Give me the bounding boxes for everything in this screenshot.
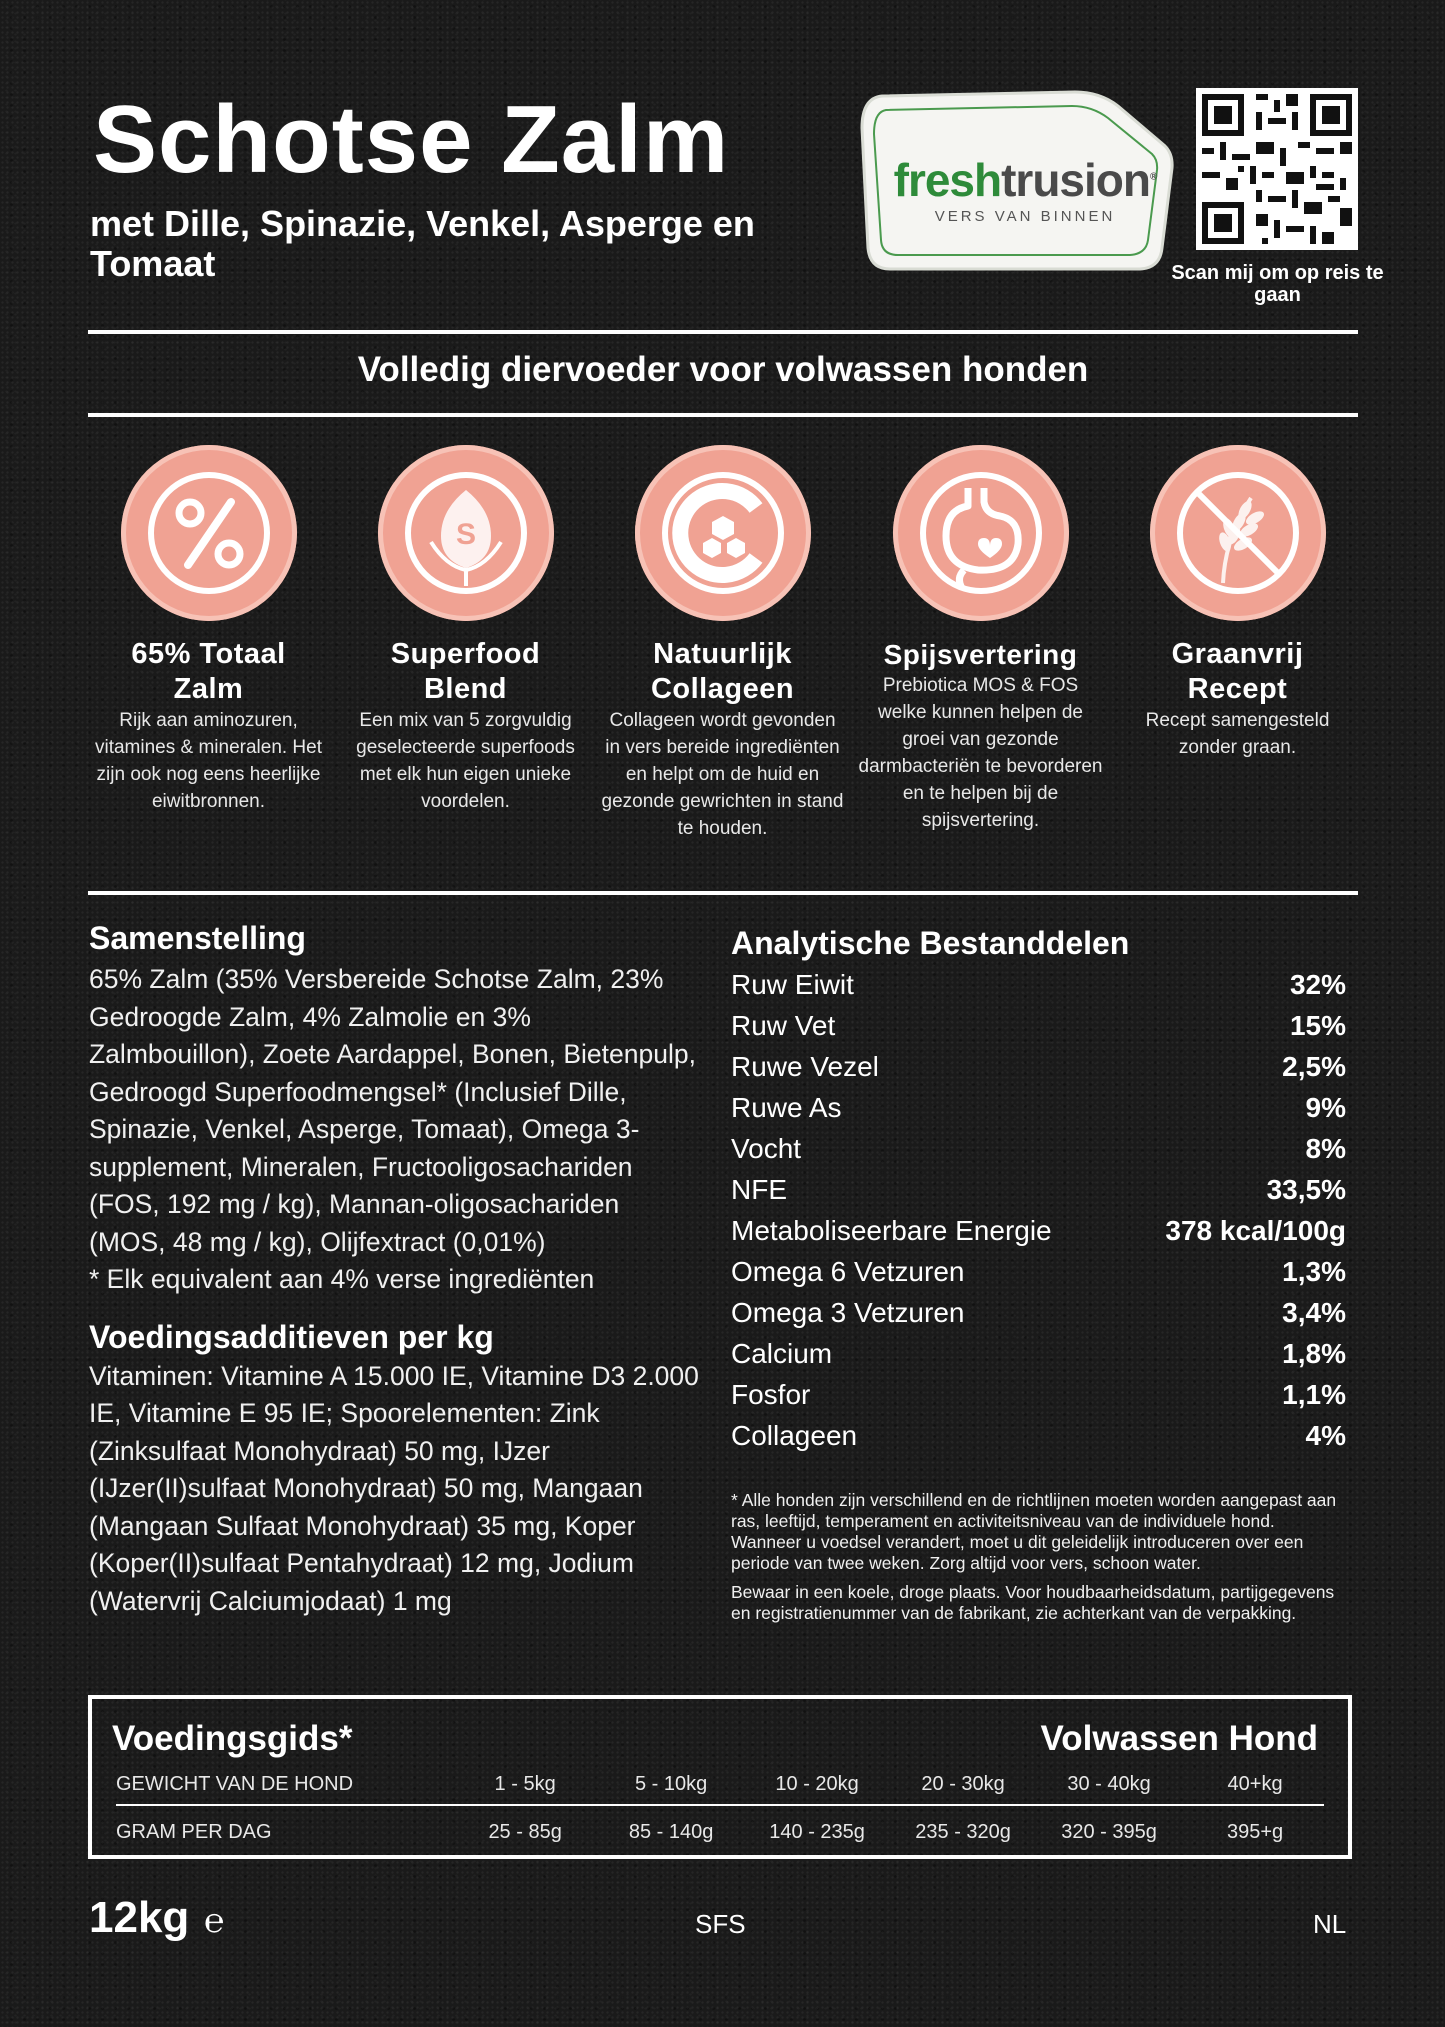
analysis-label: Vocht <box>731 1133 802 1164</box>
guide-weight-cell: 30 - 40kg <box>1067 1773 1151 1795</box>
analysis-row <box>731 1005 1346 1046</box>
analysis-value: 33,5% <box>1266 1174 1346 1205</box>
divider-tagline <box>88 413 1358 417</box>
feature-icon-circle <box>1150 445 1326 621</box>
feature-text: Collageen wordt gevonden in vers bereide ingrediënten en helpt om de huid en gezonde gewrichten in stand te houden. <box>601 710 844 839</box>
guide-gram-cell: 235 - 320g <box>915 1821 1011 1843</box>
analysis-row <box>731 1087 1346 1128</box>
analysis-row <box>731 1374 1346 1415</box>
analysis-value: 32% <box>1289 969 1346 1000</box>
analysis-row <box>731 1210 1346 1251</box>
analysis-row <box>731 1128 1346 1169</box>
feature-digestion <box>858 445 1103 834</box>
feature-title: Spijsvertering <box>883 639 1078 670</box>
analysis-value: 1,3% <box>1282 1256 1346 1287</box>
analysis-label: Ruw Vet <box>731 1010 836 1041</box>
feature-title: Graanvrij <box>1171 638 1304 670</box>
analysis-section <box>731 925 1346 1456</box>
guide-gram-cell: 395+g <box>1226 1821 1284 1843</box>
feeding-guide <box>88 1695 1352 1859</box>
guide-weight-cell: 1 - 5kg <box>494 1773 556 1795</box>
analysis-row <box>731 1333 1346 1374</box>
net-weight: 12kg <box>89 1893 190 1942</box>
brand-name-fresh: fresh <box>893 154 1002 206</box>
notes-section <box>731 1490 1341 1624</box>
composition-heading: Samenstelling <box>89 920 306 956</box>
brand-name-trusion: trusion <box>1001 154 1150 206</box>
product-title: Schotse Zalm <box>93 86 730 193</box>
feature-title-line2: Blend <box>423 673 508 705</box>
trademark-mark: ® <box>1150 171 1157 183</box>
feature-icon-circle <box>635 445 811 621</box>
feature-title: Natuurlijk <box>653 638 792 670</box>
product-code: SFS <box>695 1909 746 1939</box>
percent-icon <box>134 458 284 608</box>
guide-weight-row <box>116 1773 1328 1796</box>
collagen-icon <box>648 458 798 608</box>
language-code: NL <box>1313 1909 1347 1939</box>
divider-features <box>88 891 1358 895</box>
feature-collagen <box>600 445 845 842</box>
analysis-label: Collageen <box>731 1420 858 1451</box>
guide-gram-cell: 85 - 140g <box>628 1821 714 1843</box>
leaf-s-icon <box>391 458 541 608</box>
e-mark-icon: ℮ <box>204 1903 225 1940</box>
guide-gram-cell: 25 - 85g <box>488 1821 562 1843</box>
analysis-value: 8% <box>1305 1133 1346 1164</box>
feature-title-line2: Recept <box>1187 673 1288 705</box>
feature-title-line2: Zalm <box>173 673 244 705</box>
analysis-label: Calcium <box>731 1338 833 1369</box>
analysis-label: NFE <box>731 1174 787 1205</box>
analysis-row <box>731 1046 1346 1087</box>
analysis-label: Ruw Eiwit <box>731 969 854 1000</box>
feature-icon-circle <box>893 445 1069 621</box>
analysis-label: Fosfor <box>731 1379 811 1410</box>
analysis-value: 1,8% <box>1282 1338 1346 1369</box>
composition-section <box>89 920 699 1620</box>
feature-text: Recept samengesteld zonder graan. <box>1145 710 1330 758</box>
divider-top <box>88 330 1358 334</box>
qr-caption: Scan mij om op reis te gaan <box>1171 262 1384 306</box>
analysis-heading: Analytische Bestanddelen <box>731 925 1130 961</box>
brand-logo <box>860 88 1175 273</box>
feature-text: Rijk aan aminozuren, vitamines & mineralen. Het zijn ook nog eens heerlijke eiwitbronnen. <box>94 710 323 812</box>
feature-text: Prebiotica MOS & FOS welke kunnen helpen de groei van gezonde darmbacteriën te bevorderen en te helpen bij de spijsvertering. <box>858 675 1103 831</box>
analysis-label: Ruwe Vezel <box>731 1051 879 1082</box>
product-subtitle: met Dille, Spinazie, Venkel, Asperge en Tomaat <box>90 203 755 284</box>
guide-gram-cell: 320 - 395g <box>1061 1821 1157 1843</box>
feature-title-line2: Collageen <box>650 673 795 705</box>
analysis-row <box>731 1251 1346 1292</box>
guide-weight-cell: 5 - 10kg <box>634 1773 708 1795</box>
additives-heading: Voedingsadditieven per kg <box>89 1318 494 1355</box>
analysis-label: Omega 6 Vetzuren <box>731 1256 965 1287</box>
analysis-label: Omega 3 Vetzuren <box>731 1297 965 1328</box>
analysis-label: Metaboliseerbare Energie <box>731 1215 1052 1246</box>
feature-title: Superfood <box>390 638 541 670</box>
feature-icon-circle <box>121 445 297 621</box>
analysis-label: Ruwe As <box>731 1092 842 1123</box>
analysis-value: 3,4% <box>1282 1297 1346 1328</box>
analysis-row <box>731 1169 1346 1210</box>
guide-divider <box>116 1804 1324 1806</box>
analysis-value: 2,5% <box>1282 1051 1346 1082</box>
stomach-icon <box>906 458 1056 608</box>
feeding-note: * Alle honden zijn verschillend en de richtlijnen moeten worden aangepast aan ras, leeftijd, temperament en activiteitsniveau van de individuele hond. Wanneer u voedsel verandert, moet u dit geleidelijk introduceren over een periode van twee weken. Zorg altijd voor vers, schoon water. <box>731 1490 1337 1573</box>
analysis-value: 378 kcal/100g <box>1165 1215 1346 1246</box>
product-tagline: Volledig diervoeder voor volwassen honden <box>357 350 1089 389</box>
guide-gram-row <box>116 1821 1328 1844</box>
guide-weight-label: GEWICHT VAN DE HOND <box>116 1773 354 1795</box>
additives-text: Vitaminen: Vitamine A 15.000 IE, Vitamine D3 2.000 IE, Vitamine E 95 IE; Spoorelementen: Zink (Zinksulfaat Monohydraat) 50 mg, IJzer (IJzer(II)sulfaat Monohydraat) 50 mg, Mangaan (Mangaan Sulfaat Monohydraat) 35 mg, Koper (Koper(II)sulfaat Pentahydraat) 12 mg, Jodium (Watervrij Calciumjodaat) 1 mg <box>89 1360 699 1616</box>
analysis-row <box>731 1415 1346 1456</box>
guide-gram-cell: 140 - 235g <box>769 1821 865 1843</box>
storage-note: Bewaar in een koele, droge plaats. Voor houdbaarheidsdatum, partijgegevens en registratienummer van de fabrikant, zie achterkant van de verpakking. <box>731 1582 1335 1623</box>
feature-text: Een mix van 5 zorgvuldig geselecteerde superfoods met elk hun eigen unieke voordelen. <box>356 710 575 812</box>
svg-text:S: S <box>455 518 476 551</box>
guide-title: Voedingsgids* <box>112 1719 353 1758</box>
composition-footnote: * Elk equivalent aan 4% verse ingrediënten <box>89 1264 595 1294</box>
feature-salmon <box>86 445 331 815</box>
analysis-value: 1,1% <box>1282 1379 1346 1410</box>
composition-text: 65% Zalm (35% Versbereide Schotse Zalm, 23% Gedroogde Zalm, 4% Zalmolie en 3% Zalmbouillon), Zoete Aardappel, Bonen, Bietenpulp, Gedroogd Superfoodmengsel* (Inclusief Dille, Spinazie, Venkel, Asperge, Tomaat), Omega 3-supplement, Mineralen, Fructooligosachariden (FOS, 192 mg / kg), Mannan-oligosachariden (MOS, 48 mg / kg), Olijfextract (0,01%) <box>89 964 696 1257</box>
feature-title: 65% Totaal <box>131 638 286 670</box>
qr-code[interactable] <box>1196 88 1358 250</box>
feature-grain-free <box>1115 445 1360 761</box>
analysis-value: 4% <box>1305 1420 1346 1451</box>
guide-weight-cell: 40+kg <box>1227 1773 1283 1795</box>
analysis-row <box>731 964 1346 1005</box>
feature-superfood <box>343 445 588 815</box>
analysis-row <box>731 1292 1346 1333</box>
feature-icon-circle <box>378 445 554 621</box>
guide-target: Volwassen Hond <box>1040 1719 1318 1758</box>
brand-tagline: VERS VAN BINNEN <box>934 208 1116 225</box>
analysis-value: 9% <box>1305 1092 1346 1123</box>
guide-gram-label: GRAM PER DAG <box>116 1821 272 1843</box>
grain-free-icon <box>1163 458 1313 608</box>
qr-code-icon <box>1196 88 1358 250</box>
analysis-value: 15% <box>1289 1010 1346 1041</box>
guide-weight-cell: 10 - 20kg <box>775 1773 859 1795</box>
guide-weight-cell: 20 - 30kg <box>921 1773 1005 1795</box>
